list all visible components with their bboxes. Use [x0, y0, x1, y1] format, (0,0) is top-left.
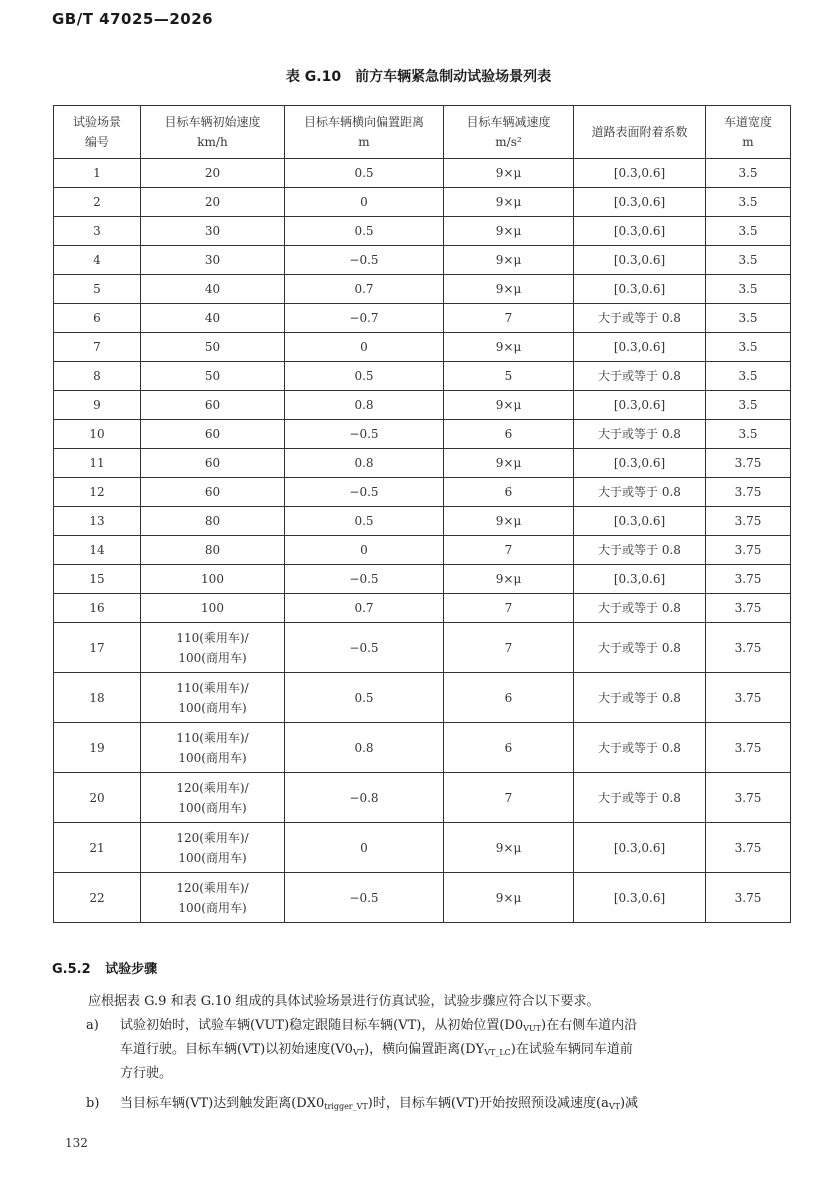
cell-id: 5	[54, 275, 141, 304]
table-row	[54, 594, 791, 623]
cell-speed: 80	[141, 536, 285, 565]
cell-lane-width: 3.5	[706, 246, 791, 275]
cell-speed: 30	[141, 217, 285, 246]
cell-speed: 110(乘用车)/ 100(商用车)	[141, 623, 285, 673]
table-row	[54, 478, 791, 507]
cell-decel: 6	[444, 673, 574, 723]
cell-id: 19	[54, 723, 141, 773]
cell-speed: 60	[141, 478, 285, 507]
table-row	[54, 304, 791, 333]
cell-offset: −0.5	[285, 246, 444, 275]
cell-offset: 0.5	[285, 159, 444, 188]
cell-decel: 9×μ	[444, 333, 574, 362]
list-item-a	[52, 1014, 792, 1086]
cell-id: 20	[54, 773, 141, 823]
cell-lane-width: 3.75	[706, 565, 791, 594]
cell-decel: 7	[444, 623, 574, 673]
table-row	[54, 623, 791, 673]
cell-id: 10	[54, 420, 141, 449]
standard-number: GB/T 47025—2026	[52, 10, 214, 28]
cell-id: 1	[54, 159, 141, 188]
cell-lane-width: 3.5	[706, 304, 791, 333]
cell-friction: [0.3,0.6]	[574, 217, 706, 246]
table-row	[54, 565, 791, 594]
cell-speed: 80	[141, 507, 285, 536]
cell-lane-width: 3.5	[706, 362, 791, 391]
cell-speed: 50	[141, 362, 285, 391]
section-number: G.5.2	[52, 962, 91, 977]
list-item-label: b)	[86, 1096, 100, 1111]
cell-friction: [0.3,0.6]	[574, 159, 706, 188]
cell-decel: 6	[444, 478, 574, 507]
cell-decel: 9×μ	[444, 275, 574, 304]
cell-speed: 30	[141, 246, 285, 275]
cell-friction: [0.3,0.6]	[574, 246, 706, 275]
cell-id: 7	[54, 333, 141, 362]
cell-id: 16	[54, 594, 141, 623]
cell-speed: 110(乘用车)/ 100(商用车)	[141, 673, 285, 723]
cell-decel: 7	[444, 773, 574, 823]
cell-id: 4	[54, 246, 141, 275]
cell-offset: 0.5	[285, 673, 444, 723]
cell-offset: −0.5	[285, 623, 444, 673]
page-number: 132	[65, 1136, 88, 1150]
cell-lane-width: 3.5	[706, 188, 791, 217]
cell-friction: 大于或等于 0.8	[574, 478, 706, 507]
cell-offset: 0.7	[285, 275, 444, 304]
cell-offset: −0.5	[285, 478, 444, 507]
cell-friction: [0.3,0.6]	[574, 873, 706, 923]
table-row	[54, 536, 791, 565]
cell-id: 9	[54, 391, 141, 420]
cell-decel: 6	[444, 420, 574, 449]
cell-decel: 9×μ	[444, 507, 574, 536]
table-row	[54, 159, 791, 188]
cell-decel: 9×μ	[444, 873, 574, 923]
cell-lane-width: 3.5	[706, 333, 791, 362]
cell-lane-width: 3.5	[706, 420, 791, 449]
cell-id: 17	[54, 623, 141, 673]
cell-speed: 100	[141, 594, 285, 623]
cell-decel: 7	[444, 536, 574, 565]
cell-lane-width: 3.5	[706, 217, 791, 246]
table-row	[54, 420, 791, 449]
cell-lane-width: 3.75	[706, 673, 791, 723]
cell-offset: −0.5	[285, 873, 444, 923]
table-row	[54, 449, 791, 478]
column-header-speed: 目标车辆初始速度 km/h	[141, 106, 285, 159]
cell-friction: 大于或等于 0.8	[574, 304, 706, 333]
cell-speed: 100	[141, 565, 285, 594]
cell-decel: 9×μ	[444, 565, 574, 594]
cell-friction: 大于或等于 0.8	[574, 673, 706, 723]
cell-speed: 60	[141, 449, 285, 478]
cell-lane-width: 3.75	[706, 507, 791, 536]
cell-speed: 40	[141, 275, 285, 304]
column-header-offset: 目标车辆横向偏置距离 m	[285, 106, 444, 159]
table-header-row	[54, 106, 791, 159]
scenario-table	[53, 105, 791, 923]
table-row	[54, 246, 791, 275]
cell-lane-width: 3.5	[706, 159, 791, 188]
intro-paragraph: 应根据表 G.9 和表 G.10 组成的具体试验场景进行仿真试验，试验步骤应符合以下要求。	[88, 994, 600, 1009]
cell-speed: 40	[141, 304, 285, 333]
column-header-lane-width: 车道宽度 m	[706, 106, 791, 159]
cell-offset: 0	[285, 536, 444, 565]
cell-id: 3	[54, 217, 141, 246]
cell-friction: 大于或等于 0.8	[574, 594, 706, 623]
cell-decel: 7	[444, 594, 574, 623]
table-row	[54, 188, 791, 217]
cell-speed: 60	[141, 391, 285, 420]
table-row	[54, 773, 791, 823]
cell-decel: 9×μ	[444, 188, 574, 217]
cell-lane-width: 3.75	[706, 478, 791, 507]
cell-speed: 120(乘用车)/ 100(商用车)	[141, 823, 285, 873]
cell-friction: [0.3,0.6]	[574, 449, 706, 478]
cell-speed: 50	[141, 333, 285, 362]
cell-decel: 7	[444, 304, 574, 333]
cell-id: 15	[54, 565, 141, 594]
cell-friction: [0.3,0.6]	[574, 275, 706, 304]
table-row	[54, 873, 791, 923]
cell-decel: 9×μ	[444, 449, 574, 478]
section-heading	[52, 958, 157, 977]
cell-offset: 0.5	[285, 217, 444, 246]
section-title: 试验步骤	[105, 962, 158, 977]
cell-id: 14	[54, 536, 141, 565]
cell-friction: 大于或等于 0.8	[574, 362, 706, 391]
cell-offset: −0.5	[285, 420, 444, 449]
cell-decel: 9×μ	[444, 391, 574, 420]
cell-offset: 0	[285, 823, 444, 873]
cell-friction: [0.3,0.6]	[574, 188, 706, 217]
cell-lane-width: 3.75	[706, 873, 791, 923]
column-header-decel: 目标车辆减速度 m/s²	[444, 106, 574, 159]
cell-id: 21	[54, 823, 141, 873]
cell-speed: 120(乘用车)/ 100(商用车)	[141, 773, 285, 823]
cell-friction: 大于或等于 0.8	[574, 773, 706, 823]
cell-offset: −0.5	[285, 565, 444, 594]
cell-decel: 6	[444, 723, 574, 773]
cell-id: 2	[54, 188, 141, 217]
cell-decel: 9×μ	[444, 217, 574, 246]
cell-offset: 0.5	[285, 362, 444, 391]
cell-speed: 110(乘用车)/ 100(商用车)	[141, 723, 285, 773]
list-item-label: a)	[86, 1018, 99, 1033]
cell-decel: 5	[444, 362, 574, 391]
table-row	[54, 673, 791, 723]
cell-offset: 0	[285, 333, 444, 362]
cell-friction: [0.3,0.6]	[574, 507, 706, 536]
cell-lane-width: 3.5	[706, 391, 791, 420]
table-row	[54, 217, 791, 246]
cell-offset: 0.8	[285, 391, 444, 420]
cell-lane-width: 3.75	[706, 823, 791, 873]
cell-speed: 120(乘用车)/ 100(商用车)	[141, 873, 285, 923]
cell-friction: 大于或等于 0.8	[574, 420, 706, 449]
cell-friction: [0.3,0.6]	[574, 333, 706, 362]
cell-lane-width: 3.75	[706, 536, 791, 565]
table-row	[54, 723, 791, 773]
cell-id: 6	[54, 304, 141, 333]
table-row	[54, 391, 791, 420]
cell-id: 8	[54, 362, 141, 391]
cell-speed: 20	[141, 188, 285, 217]
cell-id: 12	[54, 478, 141, 507]
cell-lane-width: 3.75	[706, 623, 791, 673]
cell-decel: 9×μ	[444, 159, 574, 188]
cell-id: 22	[54, 873, 141, 923]
cell-offset: −0.8	[285, 773, 444, 823]
cell-decel: 9×μ	[444, 823, 574, 873]
table-row	[54, 333, 791, 362]
list-item-b	[52, 1092, 792, 1116]
table-row	[54, 275, 791, 304]
cell-lane-width: 3.75	[706, 773, 791, 823]
table-row	[54, 823, 791, 873]
table-title: 表 G.10 前方车辆紧急制动试验场景列表	[285, 69, 552, 85]
cell-id: 18	[54, 673, 141, 723]
cell-decel: 9×μ	[444, 246, 574, 275]
cell-lane-width: 3.75	[706, 594, 791, 623]
cell-friction: 大于或等于 0.8	[574, 723, 706, 773]
cell-friction: [0.3,0.6]	[574, 391, 706, 420]
cell-speed: 60	[141, 420, 285, 449]
cell-offset: 0.8	[285, 723, 444, 773]
table-row	[54, 362, 791, 391]
cell-speed: 20	[141, 159, 285, 188]
table-row	[54, 507, 791, 536]
cell-lane-width: 3.75	[706, 723, 791, 773]
cell-offset: −0.7	[285, 304, 444, 333]
cell-friction: [0.3,0.6]	[574, 823, 706, 873]
column-header-id: 试验场景 编号	[54, 106, 141, 159]
cell-offset: 0.5	[285, 507, 444, 536]
cell-id: 11	[54, 449, 141, 478]
column-header-friction: 道路表面附着系数	[574, 106, 706, 159]
cell-id: 13	[54, 507, 141, 536]
cell-friction: 大于或等于 0.8	[574, 623, 706, 673]
cell-lane-width: 3.75	[706, 449, 791, 478]
cell-offset: 0.7	[285, 594, 444, 623]
list-item-text: 试验初始时，试验车辆(VUT)稳定跟随目标车辆(VT)，从初始位置$(D0_{VUT})$在右侧车道内沿 车道行驶。目标车辆(VT)以初始速度$(V0_{VT})$，横向偏置距离$(DY_{VT\_LC})$在试验车辆同车道前 方行驶。	[120, 1018, 638, 1081]
list-item-text: 当目标车辆(VT)达到触发距离$(DX0_{trigger\_VT})$时，目标车辆(VT)开始按照预设减速度$(a_{VT})$减	[120, 1096, 639, 1111]
cell-offset: 0.8	[285, 449, 444, 478]
cell-friction: [0.3,0.6]	[574, 565, 706, 594]
cell-lane-width: 3.5	[706, 275, 791, 304]
cell-friction: 大于或等于 0.8	[574, 536, 706, 565]
cell-offset: 0	[285, 188, 444, 217]
